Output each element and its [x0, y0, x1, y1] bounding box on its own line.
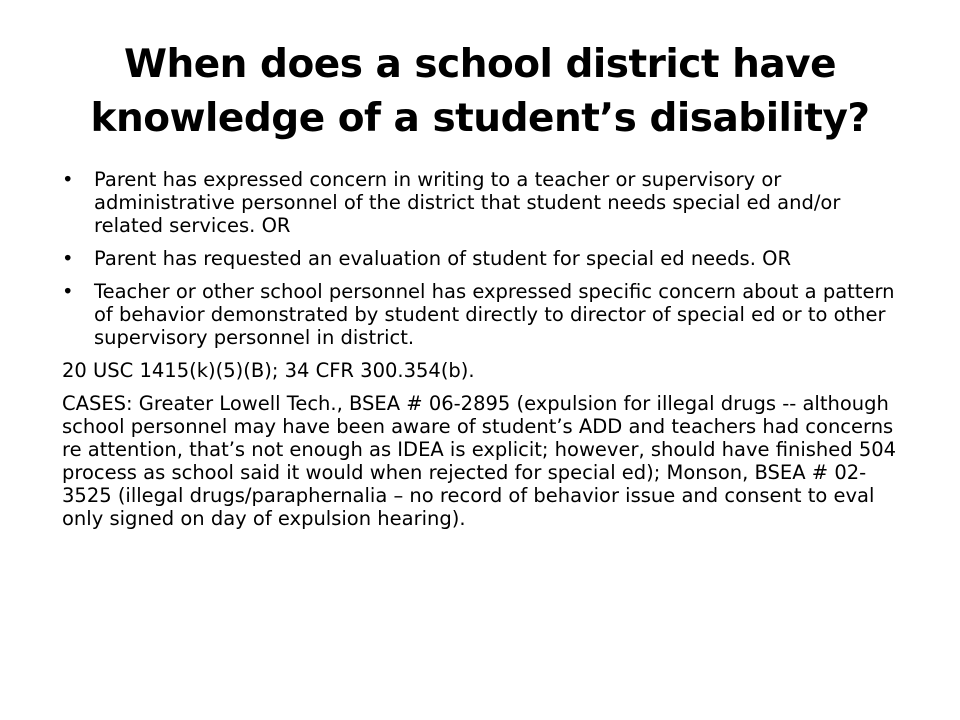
- slide-body: [62, 168, 912, 540]
- bullet-icon: •: [62, 247, 74, 270]
- bullet-item: [62, 247, 912, 270]
- slide-title: When does a school district have knowledge of a student’s disability?: [90, 42, 870, 141]
- cases-paragraph: CASES: Greater Lowell Tech., BSEA # 06-2895 (expulsion for illegal drugs -- although school personnel may have been aware of student’s ADD and teachers had concerns re attention, that’s not enough as IDEA is explicit; however, should have finished 504 process as school said it would when rejected for special ed); Monson, BSEA # 02-3525 (illegal drugs/paraphernalia – no record of behavior issue and consent to eval only signed on day of expulsion hearing).: [62, 392, 897, 530]
- bullet-icon: •: [62, 168, 74, 191]
- bullet-item: [62, 168, 912, 237]
- bullet-text: Teacher or other school personnel has expressed specific concern about a pattern of behavior demonstrated by student directly to director of special ed or to other supervisory personnel in district.: [94, 280, 895, 349]
- bullet-icon: •: [62, 280, 74, 303]
- legal-citation: 20 USC 1415(k)(5)(B); 34 CFR 300.354(b).: [62, 359, 475, 382]
- bullet-list: [62, 168, 912, 349]
- bullet-text: Parent has expressed concern in writing to a teacher or supervisory or administrative personnel of the district that student needs special ed and/or related services. OR: [94, 168, 841, 237]
- bullet-text: Parent has requested an evaluation of student for special ed needs. OR: [94, 247, 792, 270]
- bullet-item: [62, 280, 912, 349]
